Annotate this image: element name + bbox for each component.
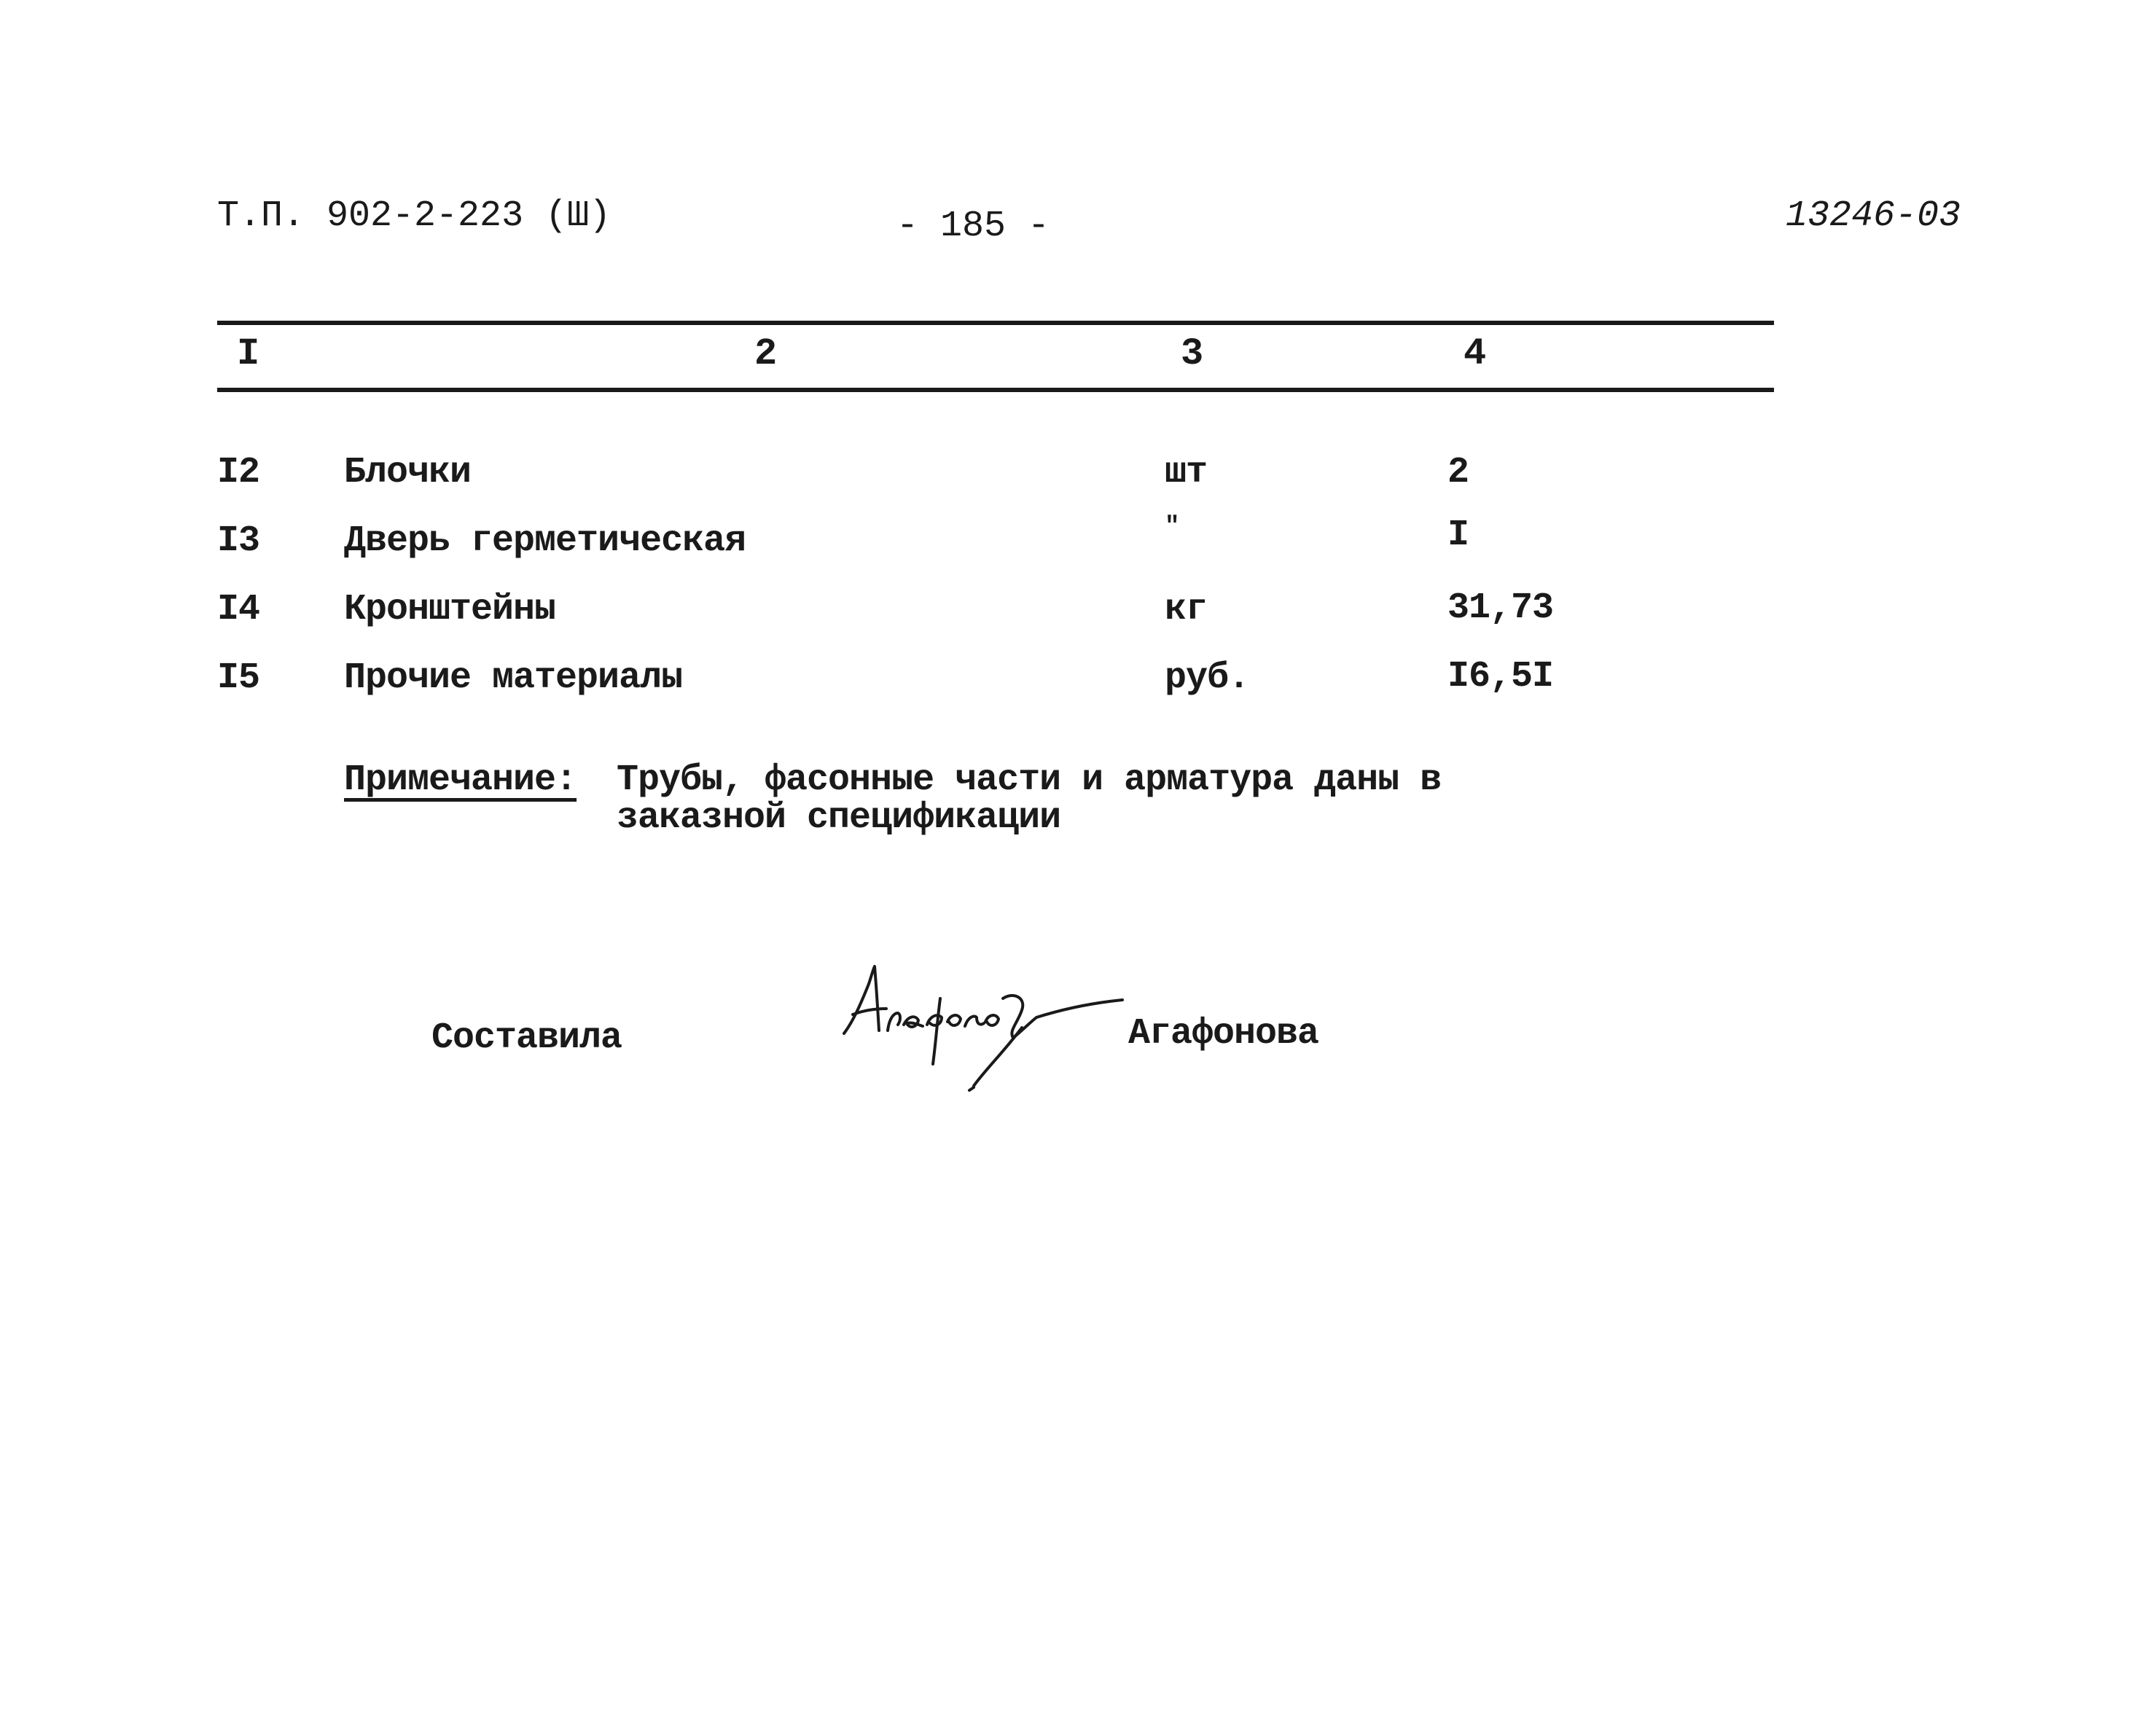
note-label: Примечание: [344,759,577,801]
table-row-unit: кг [1165,589,1208,630]
note-text-line2: заказной спецификации [617,797,1061,839]
signature-name: Агафонова [1128,1013,1319,1055]
handwritten-signature [831,955,1137,1100]
table-row-num: I4 [217,589,260,630]
table-row-unit: руб. [1165,657,1250,699]
column-number-3: 3 [1181,332,1204,375]
table-row-name: Прочие материалы [344,657,683,699]
table-row-qty: I [1447,515,1469,556]
table-row-num: I3 [217,520,260,562]
table-header-rule [217,388,1774,392]
table-row-unit: " [1165,513,1179,541]
table-row-name: Кронштейны [344,589,556,630]
column-number-2: 2 [754,332,778,375]
table-row-num: I2 [217,452,260,493]
note-text-line1: Трубы, фасонные части и арматура даны в [617,759,1442,801]
table-row-name: Дверь герметическая [344,520,746,562]
table-row-unit: шт [1165,452,1208,493]
page-number: - 185 - [896,206,1050,247]
table-row-qty: 2 [1447,452,1469,493]
table-row-num: I5 [217,657,260,699]
table-top-rule [217,321,1774,325]
table-row-name: Блочки [344,452,472,493]
table-row-qty: I6,5I [1447,656,1554,697]
archive-number: 13246-03 [1786,195,1961,237]
doc-reference: Т.П. 902-2-223 (Ш) [217,195,611,237]
column-number-4: 4 [1464,332,1487,375]
table-row-qty: 31,73 [1447,587,1554,629]
signature-role: Составила [431,1017,622,1059]
column-number-1: I [237,332,260,375]
